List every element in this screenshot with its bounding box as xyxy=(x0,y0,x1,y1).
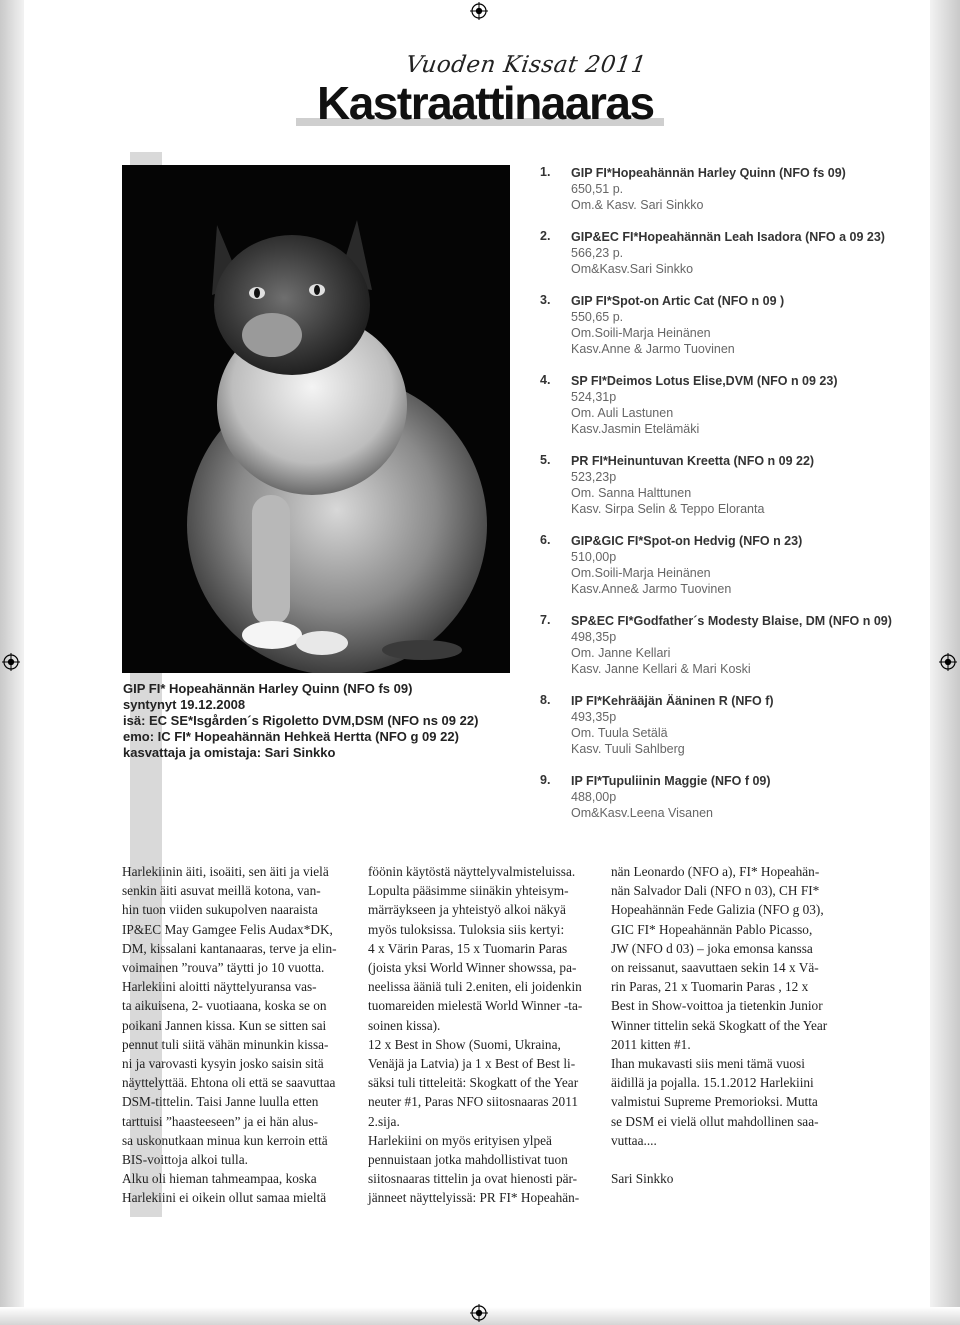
article-line: pennut tuli siitä vähän minunkin kissa- xyxy=(122,1036,329,1052)
section-kicker: Vuoden Kissat 2011 xyxy=(404,52,649,78)
result-detail-line: 510,00p xyxy=(571,550,617,564)
result-detail-line: Om. Auli Lastunen xyxy=(571,406,674,420)
page-title: Kastraattinaaras xyxy=(317,77,654,129)
result-rank: 3. xyxy=(540,293,551,307)
result-detail-line: Kasv. Janne Kellari & Mari Koski xyxy=(571,662,751,676)
article-line: valmistui Supreme Premorioksi. Mutta xyxy=(611,1094,818,1110)
result-detail-line: Om.& Kasv. Sari Sinkko xyxy=(571,198,704,212)
article-line: GIC FI* Hopeahännän Pablo Picasso, xyxy=(611,921,813,937)
article-line: äidillä ja pojalla. 15.1.2012 Harlekiini xyxy=(611,1075,814,1091)
result-details xyxy=(571,229,885,277)
article-line: Venäjä ja Latvia) ja 1 x Best of Best li- xyxy=(368,1056,576,1072)
result-cat-name: IP FI*Kehrääjän Ääninen R (NFO f) xyxy=(571,694,774,708)
article-line: (joista yksi World Winner showssa, pa- xyxy=(368,960,577,976)
result-cat-name: PR FI*Heinuntuvan Kreetta (NFO n 09 22) xyxy=(571,454,815,468)
article-line: soinen kissa). xyxy=(368,1017,441,1033)
result-details xyxy=(571,293,784,357)
result-rank: 6. xyxy=(540,533,551,547)
article-line: sa uskonutkaan minua kun kerroin että xyxy=(122,1132,328,1148)
article-line: neelissa ääniä tuli 2.eniten, eli joidenkin xyxy=(368,979,582,995)
result-cat-name: GIP FI*Hopeahännän Harley Quinn (NFO fs 09) xyxy=(571,166,846,180)
result-detail-line: Kasv. Tuuli Sahlberg xyxy=(571,742,685,756)
article-line: föönin käytöstä näyttelyvalmisteluissa. xyxy=(368,864,576,879)
result-detail-line: 524,31p xyxy=(571,390,617,404)
result-detail-line: Om.Soili-Marja Heinänen xyxy=(571,326,711,340)
result-cat-name: IP FI*Tupuliinin Maggie (NFO f 09) xyxy=(571,774,771,788)
article-line: hin tuon viiden sukupolven naaraista xyxy=(122,902,318,918)
result-details xyxy=(571,453,814,517)
article-line: Winner tittelin sekä Skogkatt of the Year xyxy=(611,1017,828,1033)
caption-line: GIP FI* Hopeahännän Harley Quinn (NFO fs 09) xyxy=(123,681,413,696)
result-detail-line: Om. Tuula Setälä xyxy=(571,726,668,740)
result-detail-line: 566,23 p. xyxy=(571,246,624,260)
article-line: poikani Jannen kissa. Kun se sitten sai xyxy=(122,1017,327,1033)
result-detail-line: 493,35p xyxy=(571,710,617,724)
article-column-3 xyxy=(611,862,853,1188)
cat-photo xyxy=(122,165,510,673)
article-line: nän Leonardo (NFO a), FI* Hopeahän- xyxy=(611,864,820,879)
result-details xyxy=(571,165,846,213)
result-details xyxy=(571,533,802,597)
result-cat-name: GIP&GIC FI*Spot-on Hedvig (NFO n 23) xyxy=(571,534,803,548)
result-rank: 4. xyxy=(540,373,551,387)
result-detail-line: Om&Kasv.Sari Sinkko xyxy=(571,262,694,276)
result-details xyxy=(571,613,892,677)
result-rank: 5. xyxy=(540,453,551,467)
article-line xyxy=(611,1150,853,1169)
article-line: Lopulta pääsimme siinäkin yhteisym- xyxy=(368,883,569,899)
article-line: rin Paras, 21 x Tuomarin Paras , 12 x xyxy=(611,979,809,995)
article-line: IP&EC May Gamgee Felis Audax*DK, xyxy=(122,921,333,937)
article-line: se DSM ei vielä ollut mahdollinen saa- xyxy=(611,1113,819,1129)
result-cat-name: SP FI*Deimos Lotus Elise,DVM (NFO n 09 23) xyxy=(571,374,838,388)
article-line: myös tuloksissa. Tuloksia siis kertyi: xyxy=(368,921,565,937)
article-column-1 xyxy=(122,862,364,1208)
caption-line: syntynyt 19.12.2008 xyxy=(123,697,246,712)
article-line: tarttuisi ”haasteeseen” ja ei hän alus- xyxy=(122,1113,319,1129)
result-rank: 2. xyxy=(540,229,551,243)
caption-line: emo: IC FI* Hopeahännän Hehkeä Hertta (NFO g 09 22) xyxy=(123,729,459,744)
article-line: neuter #1, Paras NFO siitosnaaras 2011 xyxy=(368,1094,579,1110)
article-line: Harlekiini ei oikein ollut samaa mieltä xyxy=(122,1190,327,1206)
result-detail-line: Om&Kasv.Leena Visanen xyxy=(571,806,713,820)
article-line: 12 x Best in Show (Suomi, Ukraina, xyxy=(368,1036,561,1052)
article-line: 2.sija. xyxy=(368,1113,400,1129)
result-detail-line: 498,35p xyxy=(571,630,617,644)
result-rank: 1. xyxy=(540,165,551,179)
registration-mark-icon xyxy=(470,1304,488,1322)
article-line: Hopeahännän Fede Galizia (NFO g 03), xyxy=(611,902,824,918)
result-detail-line: Om. Sanna Halttunen xyxy=(571,486,692,500)
caption-line: isä: EC SE*Isgården´s Rigoletto DVM,DSM (NFO ns 09 22) xyxy=(123,713,479,728)
caption-line: kasvattaja ja omistaja: Sari Sinkko xyxy=(123,745,336,760)
article-line: 2011 kitten #1. xyxy=(611,1036,691,1052)
article-line: märräykseen ja yhteistyö alkoi näkyä xyxy=(368,902,566,918)
result-detail-line: 488,00p xyxy=(571,790,617,804)
article-line: ni ja varovasti kysyin josko saisin sitä xyxy=(122,1056,324,1072)
article-line: 4 x Värin Paras, 15 x Tuomarin Paras xyxy=(368,940,568,956)
result-cat-name: GIP FI*Spot-on Artic Cat (NFO n 09 ) xyxy=(571,294,785,308)
result-detail-line: 650,51 p. xyxy=(571,182,624,196)
article-line: Alku oli hieman tahmeampaa, koska xyxy=(122,1171,317,1187)
article-line: on reissanut, saavuttaen sekin 14 x Vä- xyxy=(611,960,819,976)
result-detail-line: 523,23p xyxy=(571,470,617,484)
registration-mark-icon xyxy=(939,653,957,671)
article-line: DSM-tittelin. Taisi Janne luulla etten xyxy=(122,1094,319,1110)
result-detail-line: 550,65 p. xyxy=(571,310,624,324)
article-line: DM, kissalani kantanaaras, terve ja elin- xyxy=(122,940,337,956)
article-line: Harlekiini on myös erityisen ylpeä xyxy=(368,1132,552,1148)
article-line: Best in Show-voittoa ja tietenkin Junior xyxy=(611,998,823,1014)
article-line: näyttelyttää. Ehtona oli että se saavuttaa xyxy=(122,1075,336,1091)
article-line: nän Salvador Dali (NFO n 03), CH FI* xyxy=(611,883,820,899)
result-rank: 9. xyxy=(540,773,551,787)
result-detail-line: Kasv.Jasmin Etelämäki xyxy=(571,422,700,436)
article-line: BIS-voittoja alkoi tulla. xyxy=(122,1152,248,1168)
article-line: ta aikuisena, 2- vuotiaana, koska se on xyxy=(122,998,327,1014)
result-details xyxy=(571,773,771,821)
article-line: voimainen ”rouva” täytti jo 10 vuotta. xyxy=(122,960,325,976)
result-cat-name: SP&EC FI*Godfather´s Modesty Blaise, DM (NFO n 09) xyxy=(571,614,892,628)
article-line: senkin äiti asuvat meillä kotona, van- xyxy=(122,883,321,899)
article-line: siitosnaaras tittelin ja ovat hienosti pär- xyxy=(368,1171,578,1187)
article-line: Sari Sinkko xyxy=(611,1171,674,1187)
article-line: säksi tuli titteleitä: Skogkatt of the Year xyxy=(368,1075,579,1091)
article-line: jänneet näyttelyissä: PR FI* Hopeahän- xyxy=(368,1190,580,1206)
article-line: Harlekiini aloitti näyttelyuransa vas- xyxy=(122,979,317,995)
article-line: pennuistaan jotka mahdollistivat tuon xyxy=(368,1152,568,1168)
result-detail-line: Kasv.Anne & Jarmo Tuovinen xyxy=(571,342,735,356)
result-cat-name: GIP&EC FI*Hopeahännän Leah Isadora (NFO a 09 23) xyxy=(571,230,885,244)
article-line: tuomareiden mielestä World Winner -ta- xyxy=(368,998,583,1014)
photo-caption xyxy=(123,681,523,761)
article-line: JW (NFO d 03) – joka emonsa kanssa xyxy=(611,940,813,956)
result-detail-line: Om.Soili-Marja Heinänen xyxy=(571,566,711,580)
article-column-2 xyxy=(368,862,610,1208)
registration-mark-icon xyxy=(470,2,488,20)
article-line: vuttaa.... xyxy=(611,1132,657,1148)
result-rank: 7. xyxy=(540,613,551,627)
article-line: Ihan mukavasti siis meni tämä vuosi xyxy=(611,1056,805,1072)
result-details xyxy=(571,693,774,757)
result-detail-line: Kasv.Anne& Jarmo Tuovinen xyxy=(571,582,732,596)
result-details xyxy=(571,373,838,437)
article-line: Harlekiinin äiti, isoäiti, sen äiti ja vielä xyxy=(122,864,329,879)
result-detail-line: Om. Janne Kellari xyxy=(571,646,671,660)
registration-mark-icon xyxy=(2,653,20,671)
result-rank: 8. xyxy=(540,693,551,707)
result-detail-line: Kasv. Sirpa Selin & Teppo Eloranta xyxy=(571,502,765,516)
